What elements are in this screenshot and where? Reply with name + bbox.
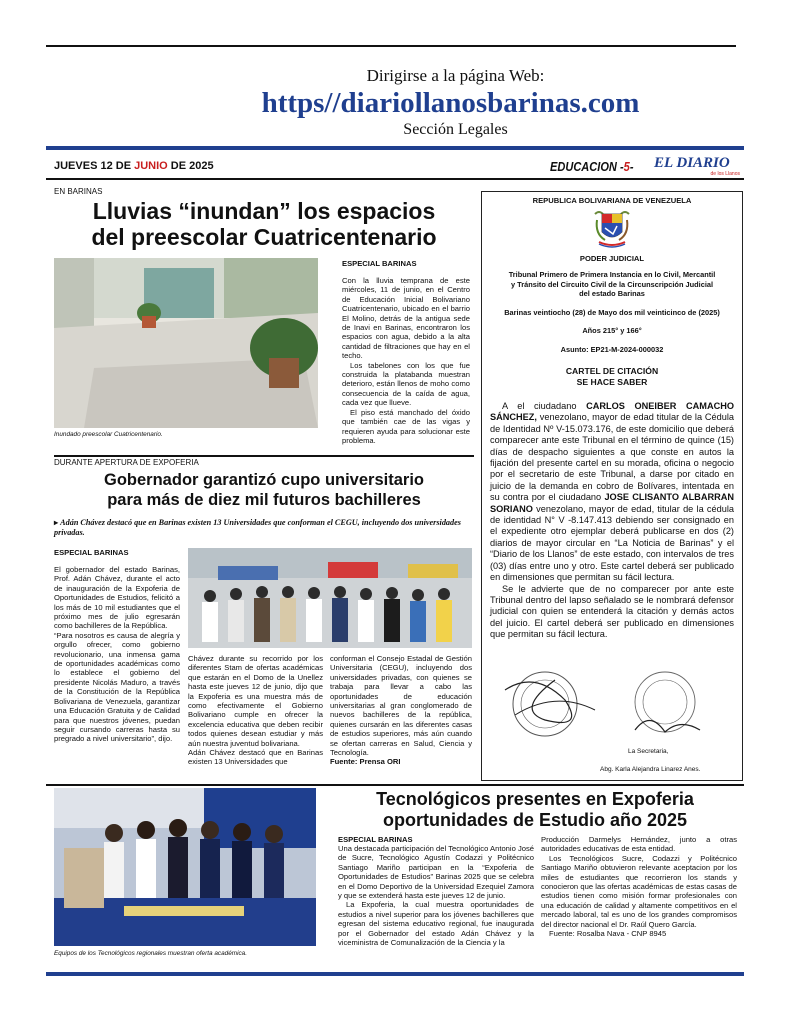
article2-kicker: DURANTE APERTURA DE EXPOFERIA	[54, 458, 199, 467]
newspaper-logo	[654, 156, 744, 178]
web-instruction: Dirigirse a la página Web:	[366, 66, 545, 85]
article2-lead: ▸ Adán Chávez destacó que en Barinas existen 13 Universidades que conforman el CEGU, incluyendo dos universidades privadas.	[54, 518, 461, 537]
venezuela-coat-of-arms	[591, 208, 633, 250]
logo-subtext: de los Llanos	[710, 171, 740, 177]
defendant-name: CARLOS ONEIBER CAMACHO SÁNCHEZ,	[490, 401, 734, 423]
article2-headline: Gobernador garantizó cupo universitario para más de diez mil futuros bachilleres	[104, 471, 424, 509]
legal-case-number: Asunto: EP21-M-2024-000032	[560, 345, 664, 354]
lead-arrow-icon: ▸	[54, 518, 61, 527]
article3-headline: Tecnológicos presentes en Expoferia oportunidades de Estudio año 2025	[376, 789, 694, 830]
article2-byline: ESPECIAL BARINAS	[54, 548, 129, 557]
article1-body: Con la lluvia temprana de este miércoles, 11 de junio, en el Centro de Educación Inicial Bolivariano Cuatricentenario, ubicado en el barrio El Molino, detrás de la antigua sede de Inavi en Barinas, encontraron los espacios con agua, debido a la alta cantidad de filtraciones que hay en el techo. Los tabelones con los que fue construida la platabanda muestran deterioro, están llenos de moho como consecuencia de la caída de agua, cada vez que llueve. El piso está manchado del óxido que también cae de las vigas y requieren ayuda para solucionar este problema.	[342, 276, 470, 445]
article3-col2: Producción Darmelys Hernández, junto a otras autoridades educativas de esta entidad. Los Tecnológicos Sucre, Codazzi y Politécnico Santiago Mariño obtuvieron relevante aceptacion por los miles de estudiantes que recorrieron los stands y conocieron que las ofertas académicas de estas casas de estudios tienen como misión formar profesionales con una educación de calidad y altamente competitivos en el mercado laboral, tal es uno de los grandes compromisos del director nacional el Dr. Raúl Quero García. Fuente: Rosalba Nava - CNP 8945	[541, 835, 737, 939]
legal-secretary: La Secretaria,	[628, 748, 669, 755]
tecnologicos-caption: Equipos de los Tecnológicos regionales muestran oferta académica.	[54, 950, 248, 957]
top-rule	[46, 45, 736, 47]
legal-court: Tribunal Primero de Primera Instancia en lo Civil, Mercantil y Tránsito del Circuito Civil de la Circunscripción Judicial del estado Barinas	[508, 270, 716, 299]
legal-secretary-name: Abg. Karla Alejandra Linarez Anes.	[600, 766, 701, 773]
article2-col3: conforman el Consejo Estadal de Gestión Universitaria (CEGU), incluyendo dos universidades privadas, con quienes se trabaja para llevar a cabo las oportunidades de educación universitarias al gran conglomerado de nuevos bachilleres de la república, quienes cursarán en las diferentes casas de estudios superiores, más aún cuando se ofertan carreras en Salud, Ciencia y Tecnología. Fuente: Prensa ORI	[330, 654, 472, 767]
dateline-rule	[46, 178, 744, 180]
preschool-caption: Inundado preescolar Cuatricentenario.	[54, 431, 163, 438]
website-url[interactable]: https//diariollanosbarinas.com	[261, 87, 640, 119]
plaintiff-name: JOSE CLISANTO ALBARRAN SORIANO	[490, 492, 734, 514]
legal-judicial-power: PODER JUDICIAL	[579, 254, 645, 263]
article2-col2: Chávez durante su recorrido por los diferentes Stam de ofertas académicas que estarán en el Domo de la Unellez hasta este jueves 12 de junio, dijo que la Expoferia es una muestra más de como efectivamente el Gobierno Bolivariano cumple en ofrecer la excelencia educativa que deben recibir todos quienes desean estudiar y más aún nuestra juventud bolivariana. Adán Chávez destacó que en Barinas existen 13 Universidades que	[188, 654, 323, 767]
legal-date: Barinas veintiocho (28) de Mayo dos mil veinticinco de (2025)	[504, 308, 720, 317]
article2-source: Fuente: Prensa ORI	[330, 757, 401, 767]
legal-body: A el ciudadano CARLOS ONEIBER CAMACHO SÁNCHEZ, venezolano, mayor de edad titular de la Cédula de Identidad Nº V-15.073.176, de este domicilio que deberá comparecer ante este Tribunal en el término de quince (15) días de despacho siguientes a que conste en autos la fijación del presente cartel en su morada, oficina o negocio por el secretario de este Tribunal, a darse por citado en juicio de la demanda en cobro de Bolívares, intentada en su contra por el ciudadano JOSE CLISANTO ALBARRAN SORIANO venezolano, mayor de edad, titular de la cédula de identidad N° V -8.147.413 debiendo ser consignado en el expediente otro ejemplar deberá publicarse en dos (2) diarios de mayor circular en “La Noticia de Barinas” y el “Diario de los Llanos” de este estado, con intervalos de tres (03) días entre uno y otro. Este cartel deberá ser publicado en dimensiones que permitan su fácil lectura. Se le advierte que de no comparecer por ante este Tribunal dentro del lapso señalado se le nombrará defensor judicial con quien se entenderá la citación y demás actos del juicio. El cartel deberá ser publicado en dimensiones que permitan su fácil lectura.	[490, 401, 734, 640]
expoferia-group-photo	[188, 548, 472, 648]
date-day: JUEVES 12 DE	[54, 160, 132, 172]
article3-source: Fuente: Rosalba Nava - CNP 8945	[549, 929, 667, 939]
legal-title: CARTEL DE CITACIÓN SE HACE SABER	[565, 366, 659, 387]
logo-text: EL DIARIO	[654, 155, 730, 171]
article3-byline: ESPECIAL BARINAS	[338, 835, 413, 844]
legal-republic: REPUBLICA BOLIVARIANA DE VENEZUELA	[532, 196, 692, 205]
page-number: 5	[623, 159, 630, 174]
court-seal-and-signatures	[485, 660, 735, 770]
article3-col1: Una destacada participación del Tecnológico Antonio José de Sucre, Tecnológico Agustín Codazzi y Politécnico Santiago Mariño participan en la “Expoferia de Oportunidades de Estudios” Barinas 2025 que se celebra en el Domo Deportivo de la Universidad Ezequiel Zamora y que se extenderá hasta este jueves 12 de junio. La Expoferia, la cual muestra oportunidades de estudios a nivel superior para los jóvenes bachilleres que egresan del sistema educativo regional, fue inaugurada por el Gobernador del estado Adán Chávez y la viceministra de Comunalización de la Ciencia y la	[338, 844, 534, 948]
article1-kicker: EN BARINAS	[54, 187, 103, 196]
preschool-photo	[54, 258, 318, 428]
blue-rule-top	[46, 146, 744, 150]
article1-byline: ESPECIAL BARINAS	[342, 259, 417, 268]
date-year: DE 2025	[170, 160, 214, 172]
legal-section-label: Sección Legales	[403, 121, 508, 138]
blue-rule-bottom	[46, 972, 744, 976]
article3-top-rule	[46, 784, 744, 786]
article1-rule	[54, 455, 474, 457]
article2-col1: El gobernador del estado Barinas, Prof. Adán Chávez, durante el acto de inauguración de la Expoferia de Oportunidades de Estudios, felicitó a los más de 10 mil estudiantes que el próximo mes de julio egresarán como bachilleres de la República. “Para nosotros es causa de alegría y orgullo ofrecer, como gobierno revolucionario, una inmensa gama de oportunidades académicas como lo establece el gobierno del presidente Nicolás Maduro, a través de la Constitución de la República Bolivariana de Venezuela, garantizar una Educación Gratuita y de Calidad para que nuestros jóvenes, puedan seguir cursando carreras hasta su pregrado a nivel universitario”, dijo.	[54, 565, 180, 744]
date-month: JUNIO	[134, 160, 168, 172]
section-label: EDUCACION -5-	[550, 159, 634, 174]
tecnologicos-team-photo	[54, 788, 316, 946]
dateline	[54, 160, 214, 172]
legal-years: Años 215° y 166°	[582, 326, 642, 335]
article1-headline: Lluvias “inundan” los espacios del preescolar Cuatricentenario	[91, 198, 437, 250]
